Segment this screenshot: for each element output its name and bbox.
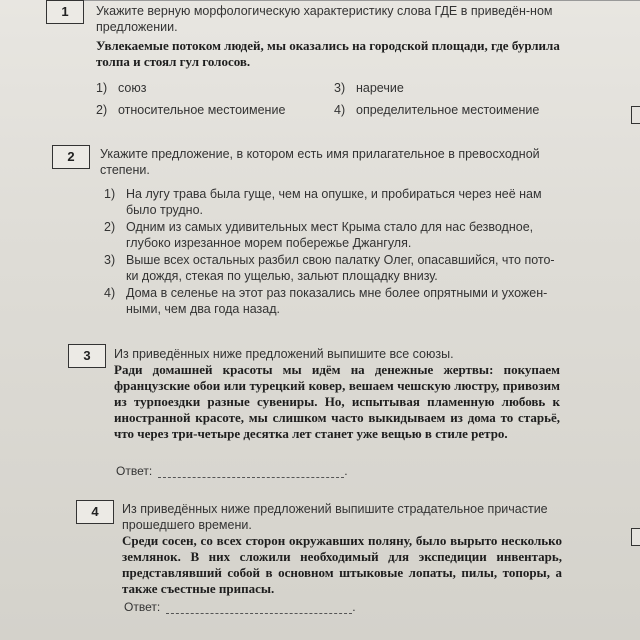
task-number-box: 1: [46, 0, 84, 24]
task-question: Укажите предложение, в котором есть имя прилагательное в превосходной степени.: [100, 147, 540, 177]
task-number-box: 3: [68, 344, 106, 368]
option-4[interactable]: 4) Дома в селенье на этот раз показались мне более опрятными и ухожен-ными, чем два года назад.: [104, 286, 548, 316]
task-sentence: Увлекаемые потоком людей, мы оказались на городской площади, где бурлила толпа и стоял гул голосов.: [96, 38, 560, 69]
answer-label: Ответ:: [116, 464, 153, 478]
answer-field[interactable]: Ответ: .: [116, 464, 348, 478]
task-text: Ради домашней красоты мы идём на денежные жертвы: покупаем французские обои или турецкий ковер, вешаем чешскую люстру, привозим из турпоездки разные сувениры. Но, испытывая пламенную любовь к иностранной красоте, мы слишком часто выкидываем из дома то старьё, что через три-четыре десятка лет станет уже вещью в стиле ретро.: [114, 362, 560, 441]
margin-mark: [631, 106, 640, 124]
option-3[interactable]: 3) наречие: [334, 81, 404, 95]
answer-options: [96, 80, 574, 118]
option-2[interactable]: 2) относительное местоимение: [96, 103, 286, 117]
margin-mark: [631, 528, 640, 546]
task-number-box: 4: [76, 500, 114, 524]
task-question: Укажите верную морфологическую характеристику слова ГДЕ в приведён-ном предложении.: [96, 4, 553, 34]
top-rule: [46, 0, 640, 1]
task-question: Из приведённых ниже предложений выпишите страдательное причастие прошедшего времени.: [122, 502, 548, 532]
task-number-box: 2: [52, 145, 90, 169]
answer-options: [104, 186, 564, 317]
option-1[interactable]: 1) На лугу трава была гуще, чем на опушке, и пробираться через неё нам было трудно.: [104, 187, 542, 217]
option-3[interactable]: 3) Выше всех остальных разбил свою палатку Олег, опасавшийся, что пото-ки дождя, стекая по ущелью, зальют площадку внизу.: [104, 253, 555, 283]
answer-line[interactable]: [158, 465, 344, 478]
answer-label: Ответ:: [124, 600, 161, 614]
option-2[interactable]: 2) Одним из самых удивительных мест Крыма стало для нас безводное, глубоко изрезанное морем побережье Джангуля.: [104, 220, 534, 250]
task-question: Из приведённых ниже предложений выпишите все союзы.: [114, 347, 454, 361]
answer-field[interactable]: Ответ: .: [124, 600, 356, 614]
answer-line[interactable]: [166, 601, 352, 614]
task-text: Среди сосен, со всех сторон окружавших поляну, было вырыто несколько землянок. В них сложили необходимый для экспедиции инвентарь, представлявший собой в основном штыковые лопаты, пилы, топоры, а также съестные припасы.: [122, 533, 562, 596]
option-4[interactable]: 4) определительное местоимение: [334, 103, 540, 117]
option-1[interactable]: 1) союз: [96, 81, 147, 95]
